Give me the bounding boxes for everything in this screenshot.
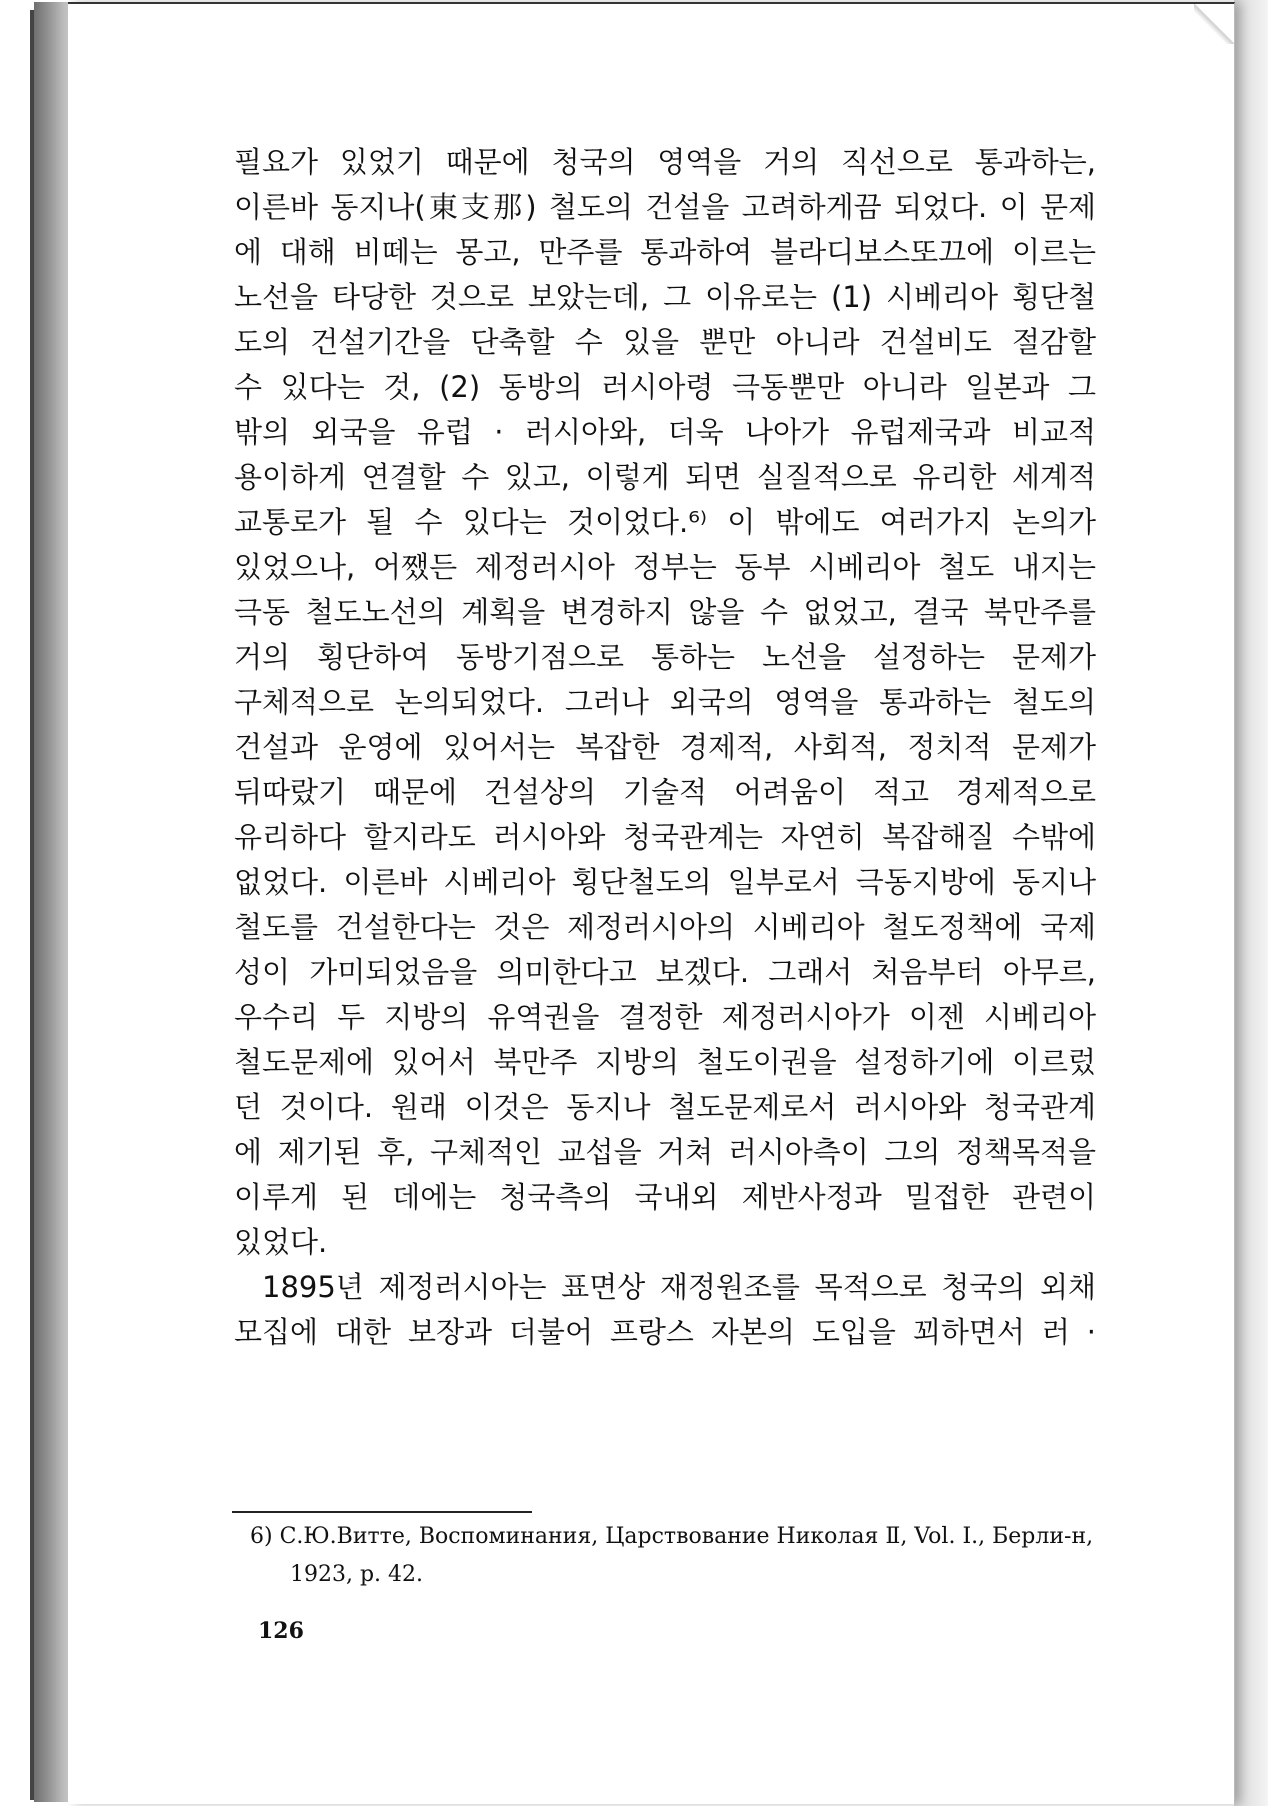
book-page-edges (34, 2, 72, 1802)
text-line: 1895년 제정러시아는 표면상 재정원조를 목적으로 청국의 외채 (262, 1270, 1096, 1304)
body-text (234, 140, 1096, 1355)
footnote-citation: 6) С.Ю.Витте, Воспоминания, Царствование Николая Ⅱ, Vol. Ⅰ., Берли-н, (250, 1524, 1094, 1549)
text-line: 철도문제에 있어서 북만주 지방의 철도이권을 설정하기에 이르렀 (234, 1045, 1096, 1079)
text-line: 뒤따랐기 때문에 건설상의 기술적 어려움이 적고 경제적으로 (234, 775, 1096, 809)
text-line: 에 대해 비떼는 몽고, 만주를 통과하여 블라디보스또끄에 이르는 (234, 235, 1096, 269)
text-line: 에 제기된 후, 구체적인 교섭을 거쳐 러시아측이 그의 정책목적을 (234, 1135, 1096, 1169)
text-line: 성이 가미되었음을 의미한다고 보겠다. 그래서 처음부터 아무르, (234, 955, 1096, 989)
text-line: 던 것이다. 원래 이것은 동지나 철도문제로서 러시아와 청국관계 (234, 1090, 1096, 1124)
text-line: 이루게 된 데에는 청국측의 국내외 제반사정과 밀접한 관련이 (234, 1180, 1096, 1214)
text-line: 노선을 타당한 것으로 보았는데, 그 이유로는 (1) 시베리아 횡단철 (234, 280, 1096, 314)
footnote (250, 1518, 1100, 1594)
text-line: 우수리 두 지방의 유역권을 결정한 제정러시아가 이젠 시베리아 (234, 1000, 1096, 1034)
text-line: 밖의 외국을 유럽 · 러시아와, 더욱 나아가 유럽제국과 비교적 (234, 415, 1096, 449)
text-line: 유리하다 할지라도 러시아와 청국관계는 자연히 복잡해질 수밖에 (234, 820, 1096, 854)
text-line: 없었다. 이른바 시베리아 횡단철도의 일부로서 극동지방에 동지나 (234, 865, 1096, 899)
text-line: 모집에 대한 보장과 더불어 프랑스 자본의 도입을 꾀하면서 러 · (234, 1315, 1096, 1349)
footnote-divider (232, 1511, 532, 1513)
right-margin-shade (1234, 0, 1268, 1806)
text-line: 있었다. (234, 1225, 328, 1259)
text-line: 거의 횡단하여 동방기점으로 통하는 노선을 설정하는 문제가 (234, 640, 1096, 674)
text-line: 필요가 있었기 때문에 청국의 영역을 거의 직선으로 통과하는, (234, 145, 1096, 179)
text-line: 있었으나, 어쨌든 제정러시아 정부는 동부 시베리아 철도 내지는 (234, 550, 1096, 584)
text-line: 철도를 건설한다는 것은 제정러시아의 시베리아 철도정책에 국제 (234, 910, 1096, 944)
footnote-citation-continued: 1923, p. 42. (290, 1562, 424, 1587)
text-line: 용이하게 연결할 수 있고, 이렇게 되면 실질적으로 유리한 세계적 (234, 460, 1096, 494)
text-line: 교통로가 될 수 있다는 것이었다.⁶⁾ 이 밖에도 여러가지 논의가 (234, 505, 1096, 539)
text-line: 수 있다는 것, (2) 동방의 러시아령 극동뿐만 아니라 일본과 그 (234, 370, 1096, 404)
text-line: 이른바 동지나(東支那) 철도의 건설을 고려하게끔 되었다. 이 문제 (234, 190, 1096, 224)
text-line: 극동 철도노선의 계획을 변경하지 않을 수 없었고, 결국 북만주를 (234, 595, 1096, 629)
page-corner-fold (1194, 4, 1234, 44)
text-line: 건설과 운영에 있어서는 복잡한 경제적, 사회적, 정치적 문제가 (234, 730, 1096, 764)
page-number: 126 (258, 1618, 304, 1644)
text-line: 구체적으로 논의되었다. 그러나 외국의 영역을 통과하는 철도의 (234, 685, 1096, 719)
text-line: 도의 건설기간을 단축할 수 있을 뿐만 아니라 건설비도 절감할 (234, 325, 1096, 359)
